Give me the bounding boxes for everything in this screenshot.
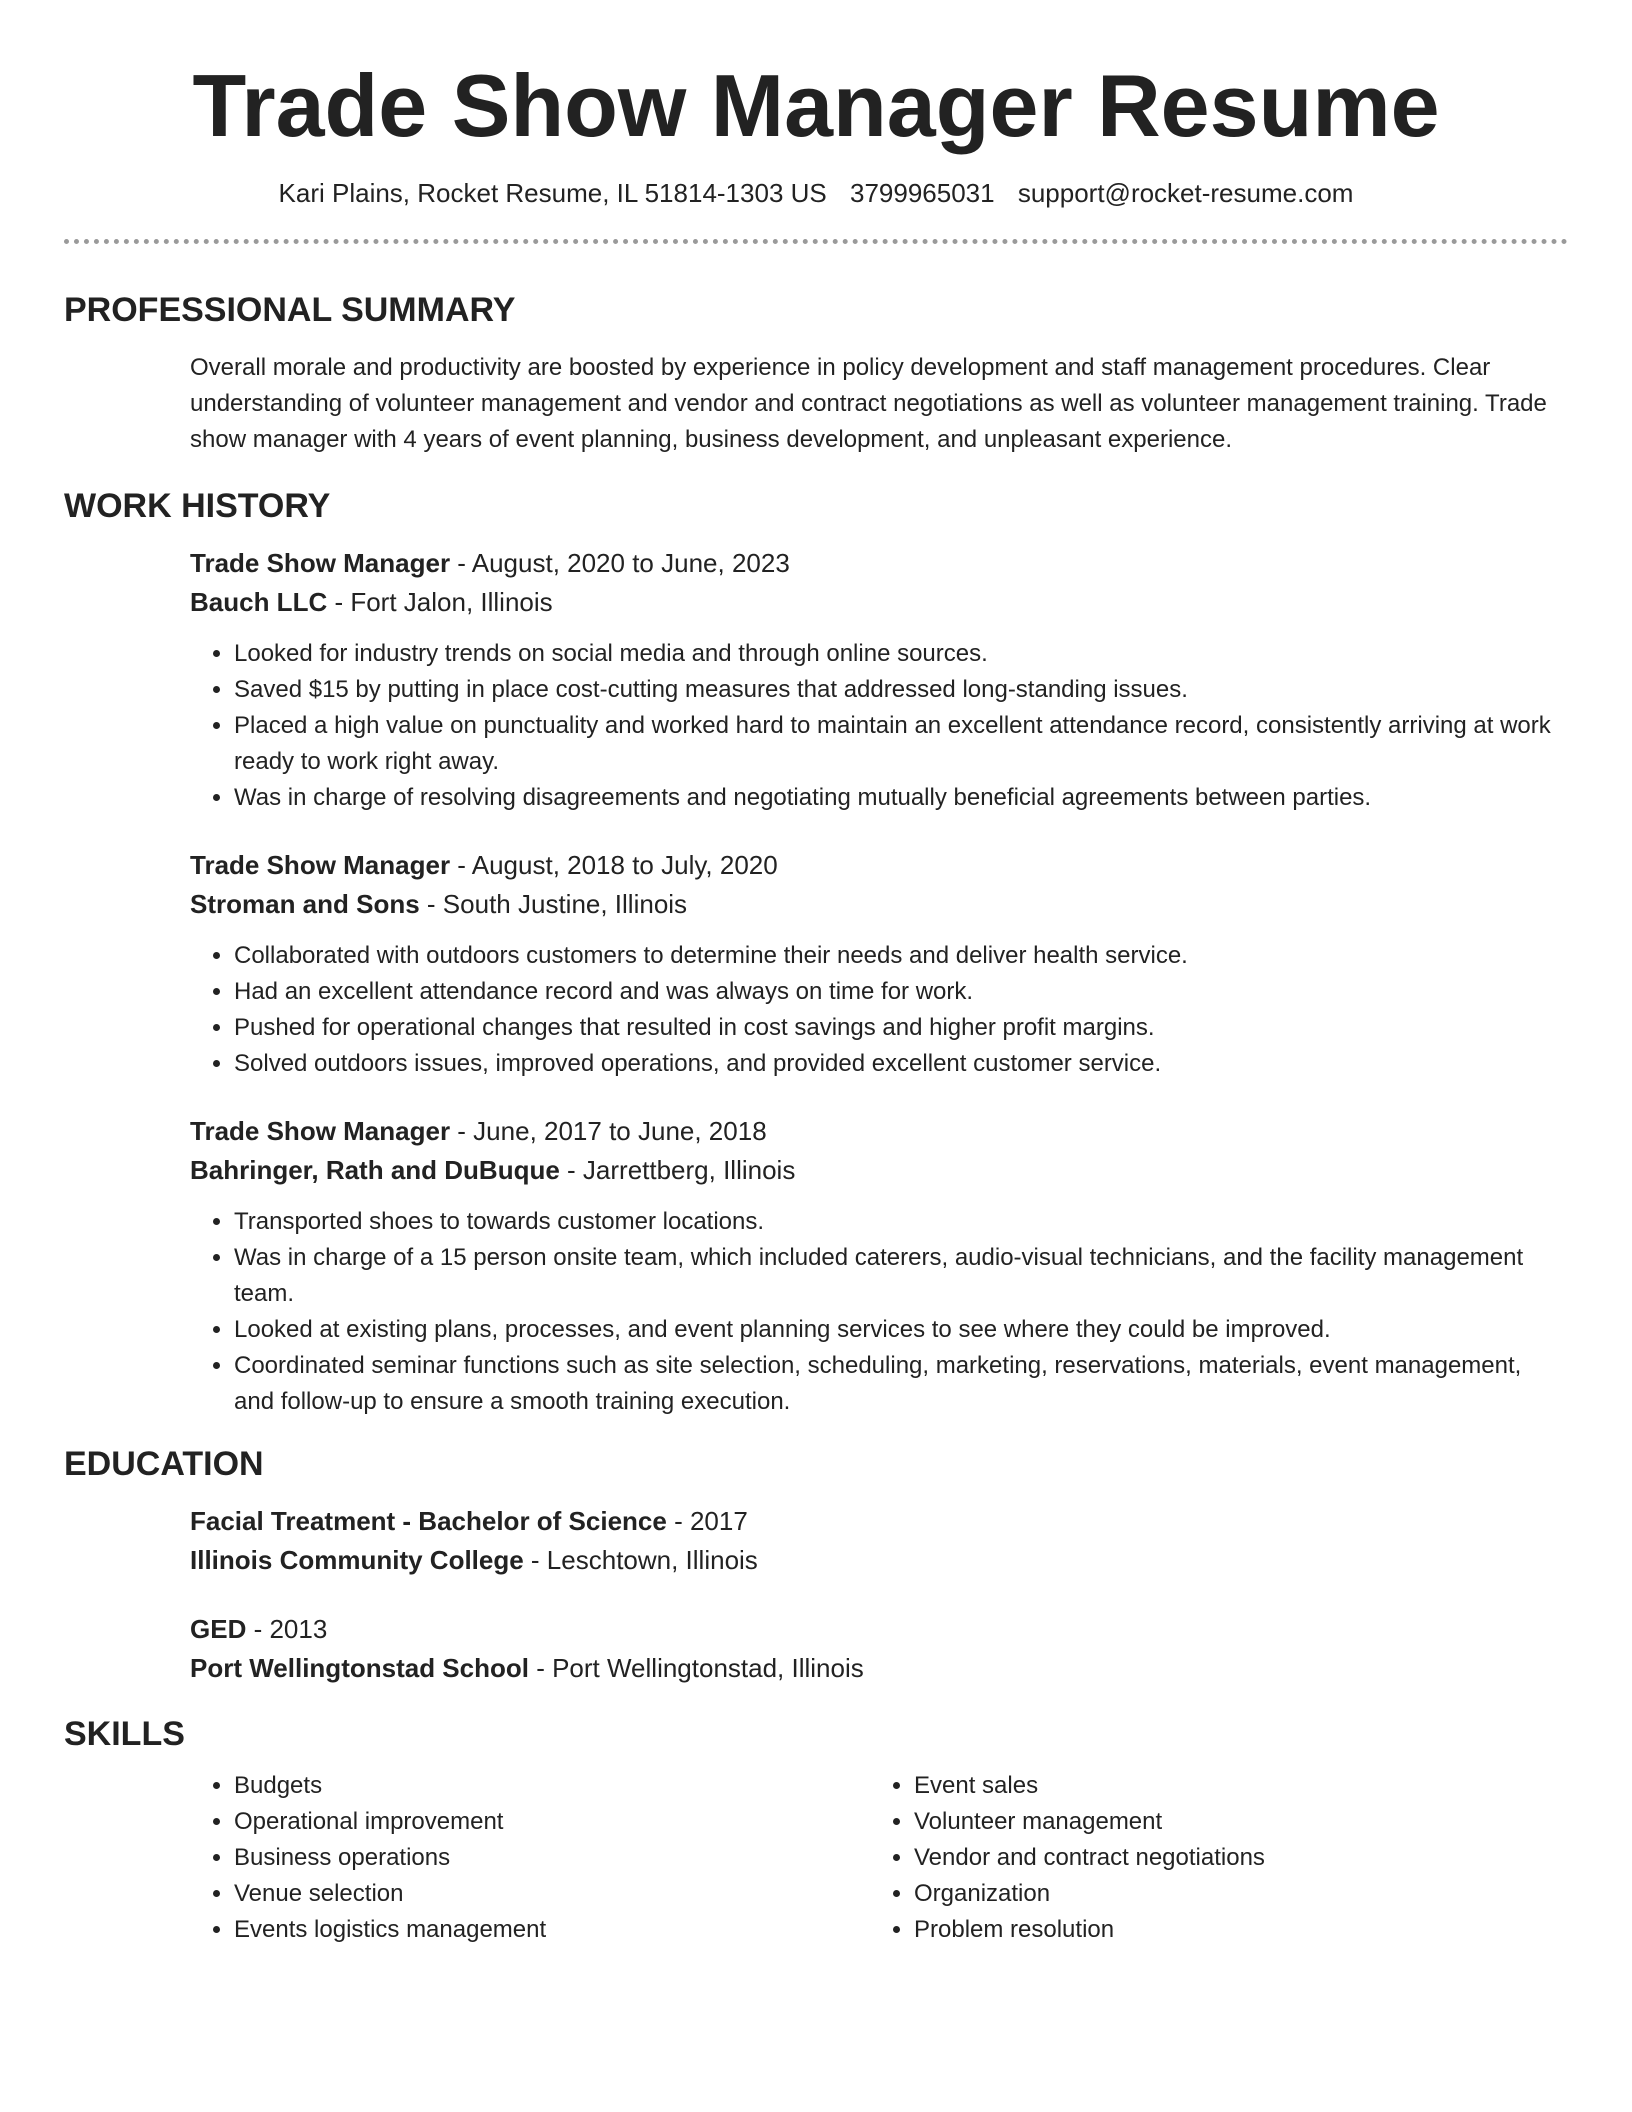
education-school-line	[190, 1649, 1568, 1688]
skills-heading: SKILLS	[64, 1715, 185, 1753]
summary-heading: PROFESSIONAL SUMMARY	[64, 291, 516, 329]
job-title: Trade Show Manager	[190, 548, 451, 578]
work-history-body	[64, 544, 1568, 1420]
education-section	[64, 1444, 1568, 1688]
education-year: - 2017	[666, 1506, 748, 1536]
education-degree-line	[190, 1610, 1568, 1649]
skill-item: • Budgets	[234, 1768, 870, 1804]
education-heading: EDUCATION	[64, 1445, 264, 1483]
job-bullet: • Solved outdoors issues, improved operations, and provided excellent customer service.	[234, 1046, 1568, 1082]
summary-body	[64, 350, 1568, 458]
job-company-line	[190, 885, 1568, 924]
skill-item: • Vendor and contract negotiations	[914, 1840, 1550, 1876]
skill-item: • Operational improvement	[234, 1804, 870, 1840]
skill-item: • Problem resolution	[914, 1912, 1550, 1948]
skill-item: • Volunteer management	[914, 1804, 1550, 1840]
job-title-line	[190, 544, 1568, 583]
job-entry	[190, 1112, 1568, 1420]
education-body	[64, 1502, 1568, 1688]
education-school: Port Wellingtonstad School	[190, 1653, 529, 1683]
summary-text: Overall morale and productivity are boosted by experience in policy development and staff management procedures. Clear understanding of volunteer management and vendor and contract negotiations as well as volunteer management training. Trade show manager with 4 years of event planning, business development, and unpleasant experience.	[190, 354, 1547, 453]
skill-item: • Organization	[914, 1876, 1550, 1912]
job-bullet: • Placed a high value on punctuality and worked hard to maintain an excellent attendance record, consistently arriving at work ready to work right away.	[234, 708, 1568, 780]
job-bullet: • Was in charge of a 15 person onsite team, which included caterers, audio-visual technicians, and the facility management team.	[234, 1240, 1568, 1312]
job-bullet: • Coordinated seminar functions such as site selection, scheduling, marketing, reservations, materials, event management, and follow-up to ensure a smooth training execution.	[234, 1348, 1568, 1420]
job-company-line	[190, 1151, 1568, 1190]
job-dates: - August, 2018 to July, 2020	[450, 850, 778, 880]
skills-body	[64, 1768, 1568, 1948]
job-bullet: • Was in charge of resolving disagreements and negotiating mutually beneficial agreements between parties.	[234, 780, 1568, 816]
job-entry	[190, 846, 1568, 1082]
education-degree-line	[190, 1502, 1568, 1541]
education-year: - 2013	[246, 1614, 328, 1644]
contact-phone: 3799965031	[849, 178, 995, 208]
summary-section	[64, 290, 1568, 458]
job-bullet: • Collaborated with outdoors customers to determine their needs and deliver health service.	[234, 938, 1568, 974]
job-location: - Jarrettberg, Illinois	[559, 1155, 796, 1185]
contact-address: Kari Plains, Rocket Resume, IL 51814-1303 US	[278, 178, 827, 208]
skills-column-right	[870, 1768, 1550, 1948]
job-title-line	[190, 1112, 1568, 1151]
job-title: Trade Show Manager	[190, 850, 451, 880]
work-history-heading: WORK HISTORY	[64, 487, 331, 525]
education-location: - Leschtown, Illinois	[523, 1545, 758, 1575]
contact-email: support@rocket-resume.com	[1017, 178, 1354, 208]
skill-item: • Venue selection	[234, 1876, 870, 1912]
skills-grid	[190, 1768, 1568, 1948]
education-school-line	[190, 1541, 1568, 1580]
education-school: Illinois Community College	[190, 1545, 524, 1575]
job-title: Trade Show Manager	[190, 1116, 451, 1146]
contact-line	[64, 176, 1568, 210]
skill-item: • Events logistics management	[234, 1912, 870, 1948]
job-bullet: • Had an excellent attendance record and was always on time for work.	[234, 974, 1568, 1010]
education-degree: Facial Treatment - Bachelor of Science	[190, 1506, 667, 1536]
job-dates: - June, 2017 to June, 2018	[450, 1116, 767, 1146]
job-bullets	[190, 938, 1568, 1082]
job-dates: - August, 2020 to June, 2023	[450, 548, 790, 578]
job-location: - Fort Jalon, Illinois	[327, 587, 553, 617]
job-entry	[190, 544, 1568, 816]
job-bullets	[190, 1204, 1568, 1420]
resume-title: Trade Show Manager Resume	[192, 56, 1440, 155]
job-bullet: • Looked at existing plans, processes, and event planning services to see where they could be improved.	[234, 1312, 1568, 1348]
job-company: Bahringer, Rath and DuBuque	[190, 1155, 560, 1185]
education-degree: GED	[190, 1614, 247, 1644]
job-company: Bauch LLC	[190, 587, 328, 617]
job-location: - South Justine, Illinois	[419, 889, 688, 919]
education-entry	[190, 1610, 1568, 1688]
skill-item: • Event sales	[914, 1768, 1550, 1804]
job-bullet: • Looked for industry trends on social media and through online sources.	[234, 636, 1568, 672]
job-company-line	[190, 583, 1568, 622]
education-location: - Port Wellingtonstad, Illinois	[528, 1653, 864, 1683]
skill-item: • Business operations	[234, 1840, 870, 1876]
job-bullet: • Transported shoes to towards customer locations.	[234, 1204, 1568, 1240]
header-divider	[64, 239, 1568, 244]
job-company: Stroman and Sons	[190, 889, 420, 919]
job-title-line	[190, 846, 1568, 885]
job-bullet: • Pushed for operational changes that resulted in cost savings and higher profit margins.	[234, 1010, 1568, 1046]
work-history-section	[64, 486, 1568, 1420]
job-bullet: • Saved $15 by putting in place cost-cutting measures that addressed long-standing issues.	[234, 672, 1568, 708]
job-bullets	[190, 636, 1568, 816]
education-entry	[190, 1502, 1568, 1580]
skills-section	[64, 1714, 1568, 1948]
skills-column-left	[190, 1768, 870, 1948]
